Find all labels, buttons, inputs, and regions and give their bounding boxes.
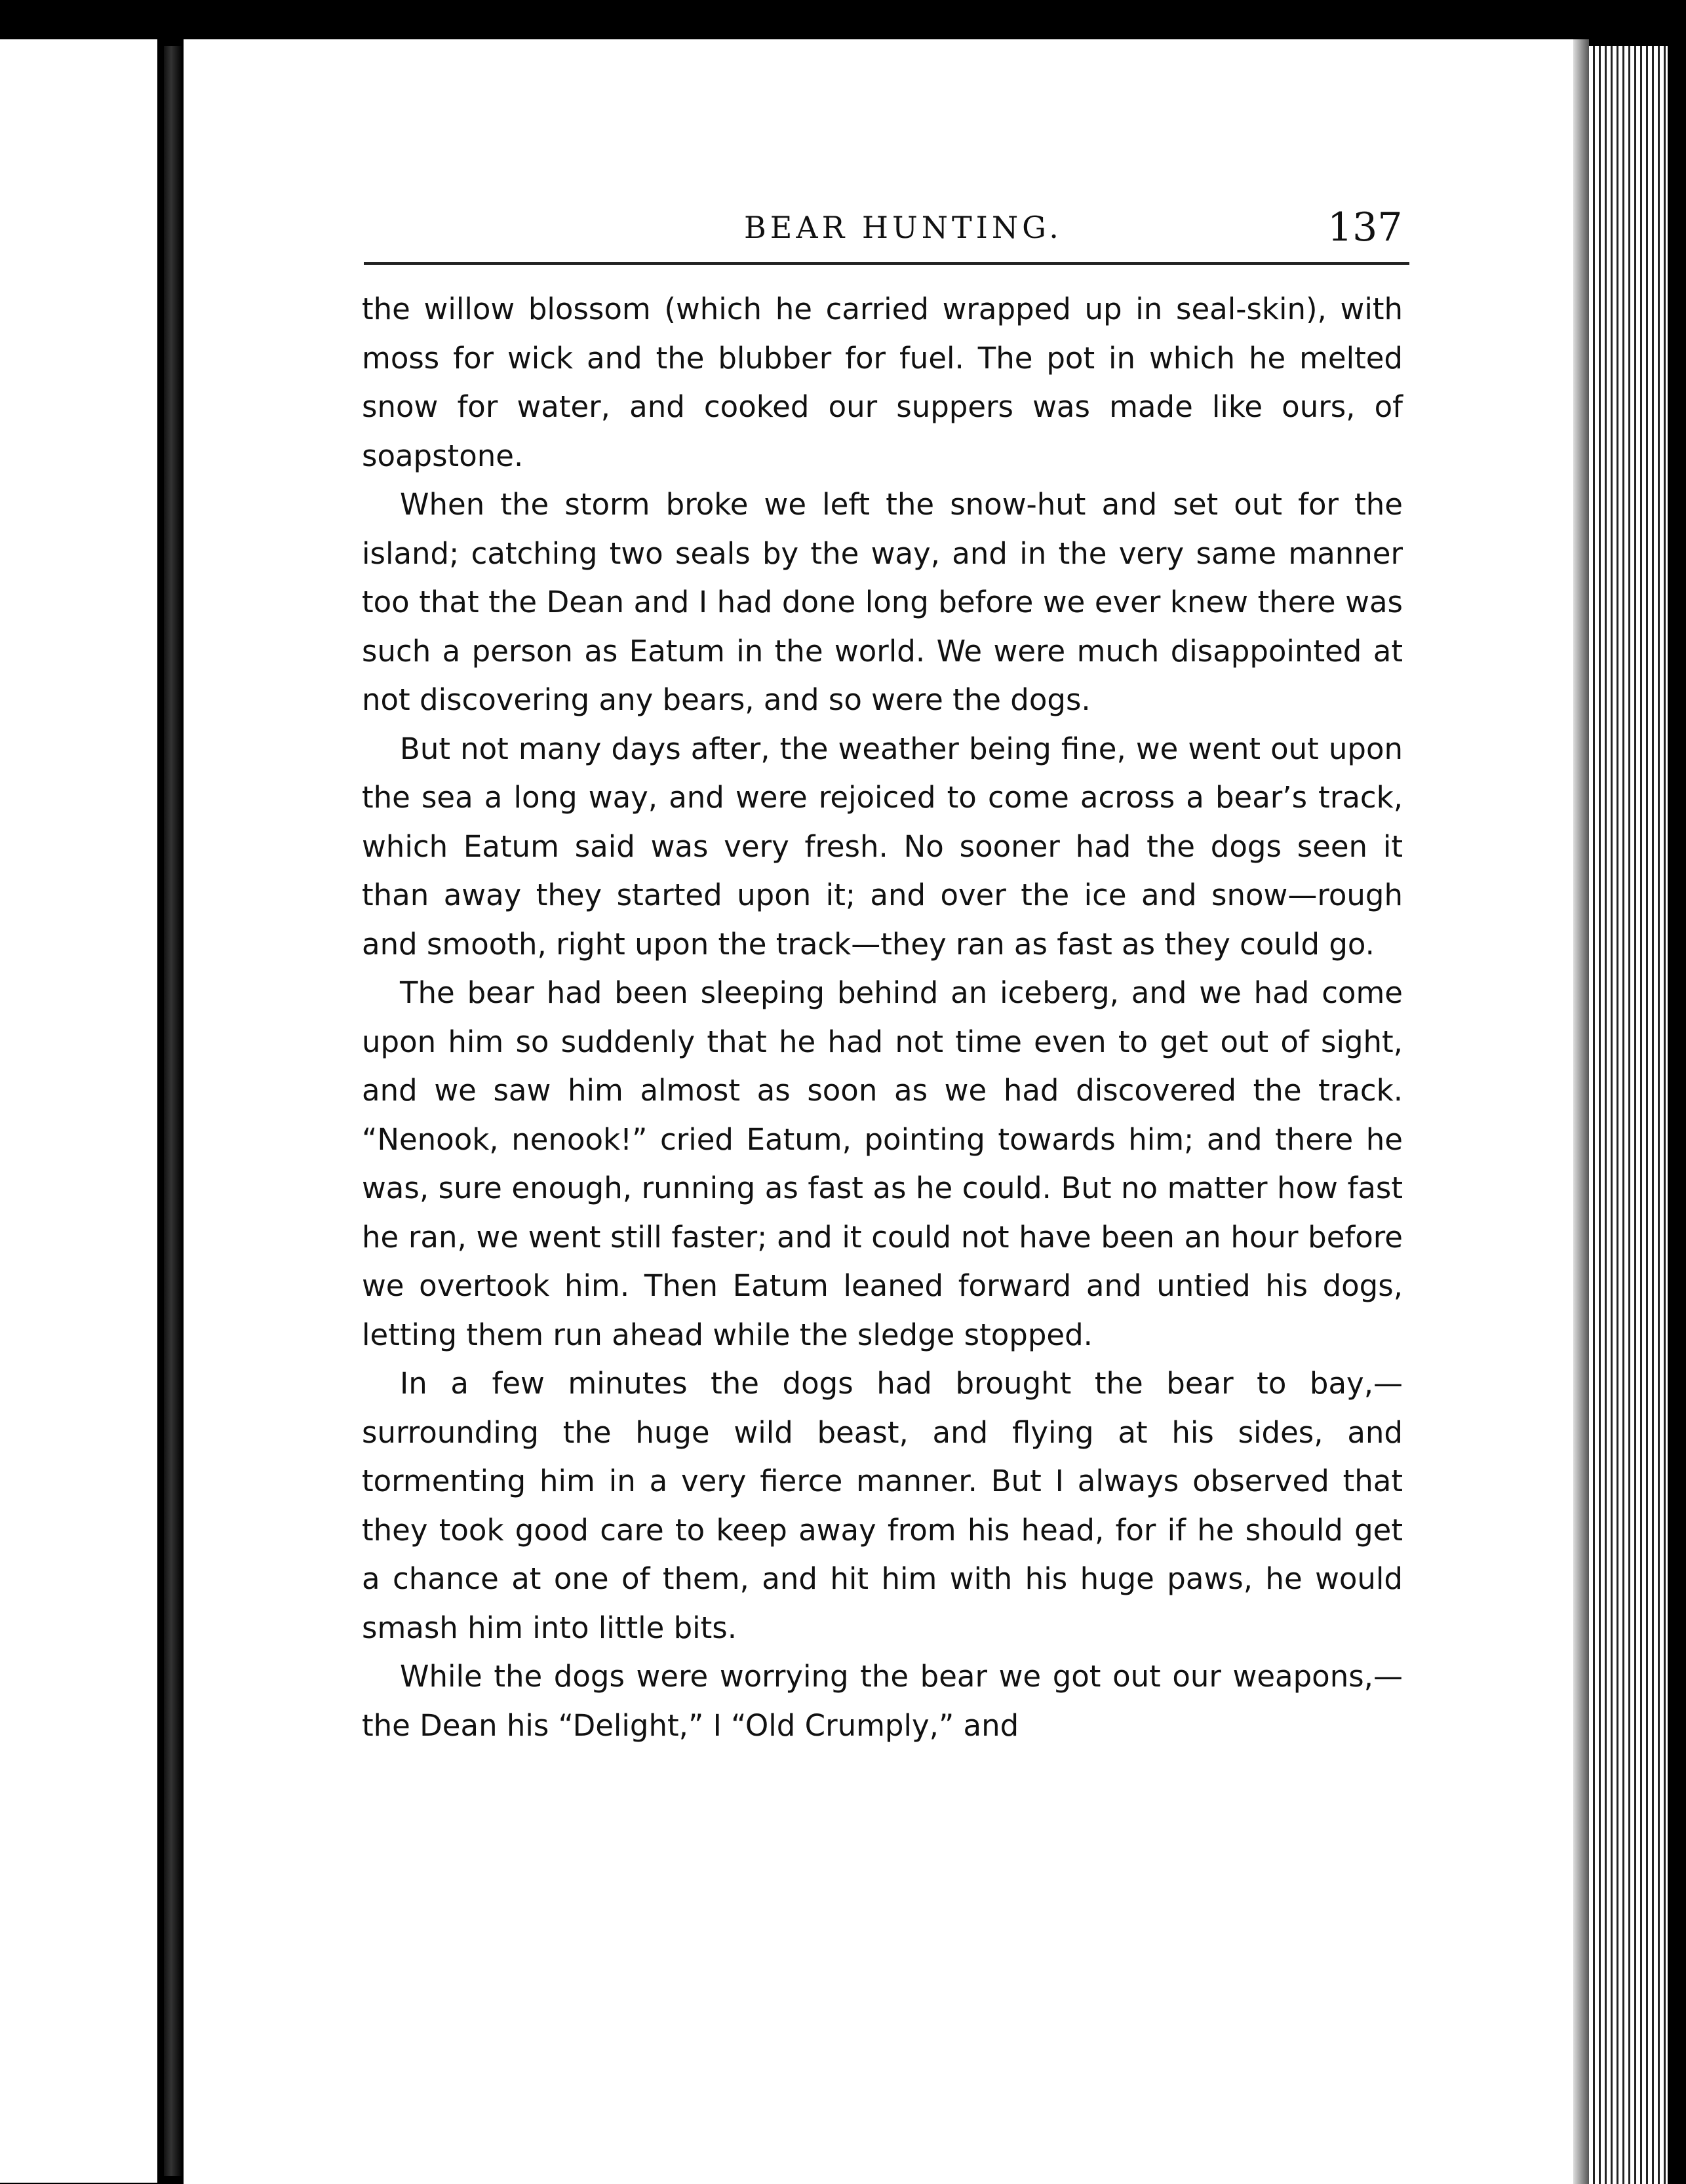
page-body	[362, 285, 1403, 1750]
paragraph-3: But not many days after, the weather being fine, we went out upon the sea a long way, and were rejoiced to come across a bear’s track, which Eatum said was very fresh. No sooner had the dogs seen it than away they started upon it; and over the ice and snow—rough and smooth, right upon the track—they ran as fast as they could go.	[362, 731, 1403, 962]
paragraph-4: The bear had been sleeping behind an iceberg, and we had come upon him so suddenly that he had not time even to get out of sight, and we saw him almost as soon as we had discovered the track. “Nenook, nenook!” cried Eatum, pointing towards him; and there he was, sure enough, running as fast as he could. But no matter how fast he ran, we went still faster; and it could not have been an hour before we overtook him. Then Eatum leaned forward and untied his dogs, letting them run ahead while the sledge stopped.	[362, 975, 1403, 1352]
paragraph-5: In a few minutes the dogs had brought the bear to bay,—surrounding the huge wild beast, and flying at his sides, and tormenting him in a very fierce manner. But I always observed that they took good care to keep away from his head, for if he should get a chance at one of them, and hit him with his huge paws, he would smash him into little bits.	[362, 1366, 1403, 1645]
book-fore-edge	[1589, 46, 1668, 2184]
facing-page-edge	[0, 39, 157, 2183]
paragraph-1: the willow blossom (which he carried wrapped up in seal-skin), with moss for wick and the blubber for fuel. The pot in which he melted snow for water, and cooked our suppers was made like ours, of soapstone.	[362, 292, 1403, 473]
page-number: 137	[1327, 205, 1403, 250]
scan-top-border	[184, 0, 1686, 39]
chapter-title: BEAR HUNTING.	[744, 210, 1063, 245]
running-head	[364, 190, 1413, 282]
page-edge-shadow	[1573, 39, 1589, 2184]
paragraph-2: When the storm broke we left the snow-hut and set out for the island; catching two seals by the way, and in the very same manner too that the Dean and I had done long before we ever knew there was such a person as Eatum in the world. We were much disappointed at not discovering any bears, and so were the dogs.	[362, 487, 1403, 717]
book-gutter	[164, 46, 182, 2176]
paragraph-6: While the dogs were worrying the bear we got out our weapons,—the Dean his “Delight,” I “Old Crumply,” and	[362, 1659, 1403, 1743]
header-rule	[364, 262, 1409, 265]
